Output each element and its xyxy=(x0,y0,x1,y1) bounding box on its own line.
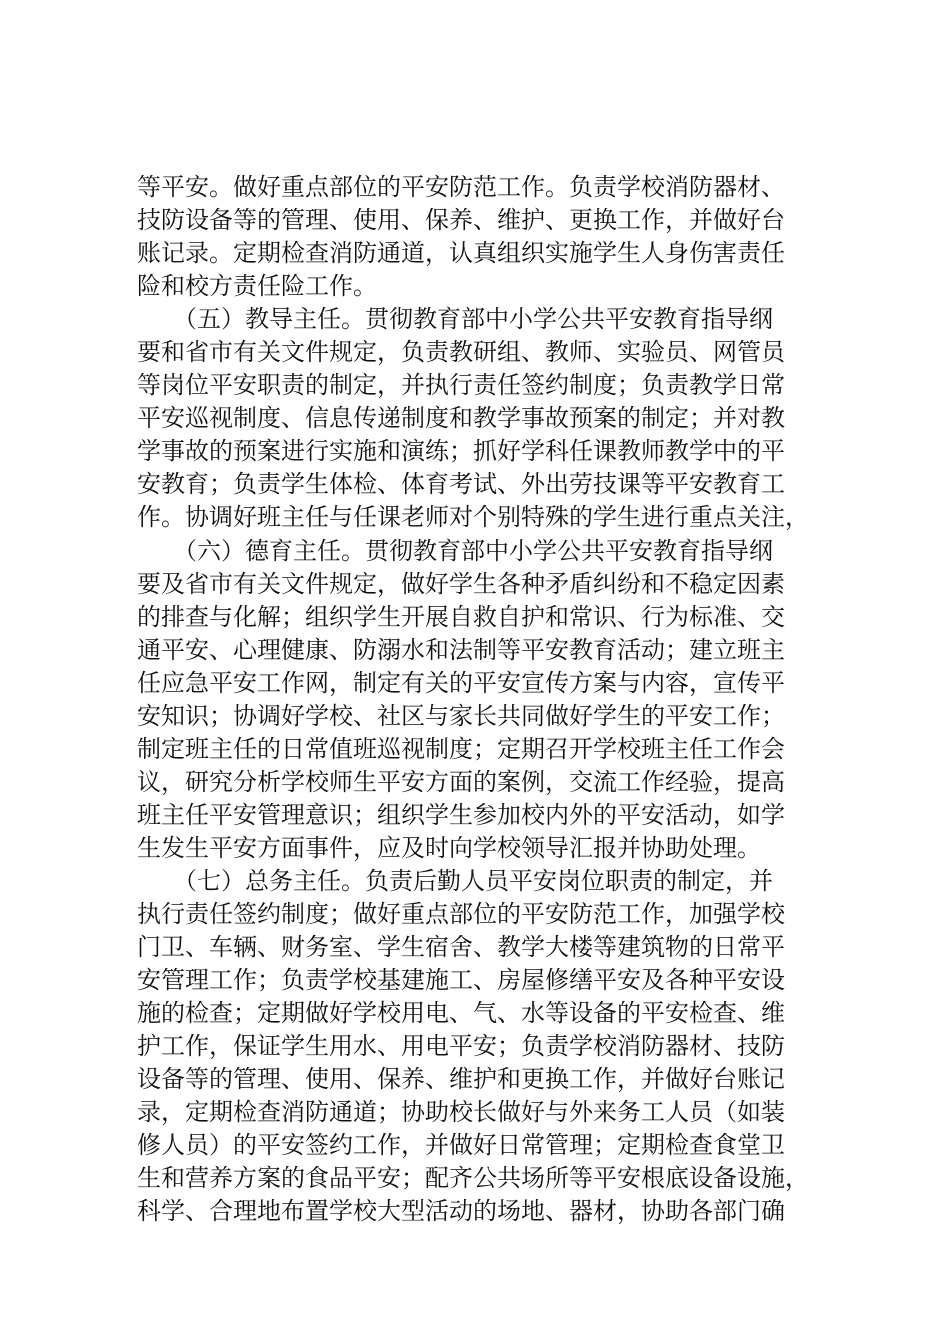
text-line: 安管理工作；负责学校基建施工、房屋修缮平安及各种平安设 xyxy=(137,966,785,994)
text-line: 任应急平安工作网，制定有关的平安宣传方案与内容，宣传平 xyxy=(137,669,785,697)
text-line: 技防设备等的管理、使用、保养、维护、更换工作，并做好台 xyxy=(137,206,785,234)
text-line: 科学、合理地布置学校大型活动的场地、器材，协助各部门确 xyxy=(137,1197,785,1225)
text-block-bottom xyxy=(137,535,837,1228)
text-line: 修人员）的平安签约工作，并做好日常管理；定期检查食堂卫 xyxy=(137,1131,785,1159)
text-line: 安教育；负责学生体检、体育考试、外出劳技课等平安教育工 xyxy=(137,470,785,498)
text-line: 议，研究分析学校师生平安方面的案例，交流工作经验，提高 xyxy=(137,768,785,796)
text-line: 生发生平安方面事件，应及时向学校领导汇报并协助处理。 xyxy=(137,834,761,862)
text-line: 施的检查；定期做好学校用电、气、水等设备的平安检查、维 xyxy=(137,999,785,1027)
text-line: 生和营养方案的食品平安；配齐公共场所等平安根底设备设施， xyxy=(137,1164,809,1192)
text-line: 护工作，保证学生用水、用电平安；负责学校消防器材、技防 xyxy=(137,1032,785,1060)
text-line: 等平安。做好重点部位的平安防范工作。负责学校消防器材、 xyxy=(137,173,785,201)
text-line: 要和省市有关文件规定，负责教研组、教师、实验员、网管员 xyxy=(137,338,785,366)
text-line: 平安巡视制度、信息传递制度和教学事故预案的制定；并对教 xyxy=(137,404,785,432)
text-line: 录，定期检查消防通道；协助校长做好与外来务工人员（如装 xyxy=(137,1098,785,1126)
text-line: 账记录。定期检查消防通道，认真组织实施学生人身伤害责任 xyxy=(137,239,785,267)
text-line: 班主任平安管理意识；组织学生参加校内外的平安活动，如学 xyxy=(137,801,785,829)
text-line: 作。协调好班主任与任课老师对个别特殊的学生进行重点关注， xyxy=(137,503,809,531)
text-line: 安知识；协调好学校、社区与家长共同做好学生的平安工作； xyxy=(137,702,785,730)
text-line: 制定班主任的日常值班巡视制度；定期召开学校班主任工作会 xyxy=(137,735,785,763)
text-line: 的排查与化解；组织学生开展自救自护和常识、行为标准、交 xyxy=(137,603,785,631)
text-block-top xyxy=(137,171,837,534)
text-line: 门卫、车辆、财务室、学生宿舍、教学大楼等建筑物的日常平 xyxy=(137,933,785,961)
text-line: 设备等的管理、使用、保养、维护和更换工作，并做好台账记 xyxy=(137,1065,785,1093)
text-line: 执行责任签约制度；做好重点部位的平安防范工作，加强学校 xyxy=(137,900,785,928)
section-6-heading-line: （六）德育主任。贯彻教育部中小学公共平安教育指导纲 xyxy=(137,537,773,565)
text-line: 学事故的预案进行实施和演练；抓好学科任课教师教学中的平 xyxy=(137,437,785,465)
text-line: 要及省市有关文件规定，做好学生各种矛盾纠纷和不稳定因素 xyxy=(137,570,785,598)
section-5-heading-line: （五）教导主任。贯彻教育部中小学公共平安教育指导纲 xyxy=(137,305,773,333)
text-line: 通平安、心理健康、防溺水和法制等平安教育活动；建立班主 xyxy=(137,636,785,664)
text-line: 等岗位平安职责的制定，并执行责任签约制度；负责教学日常 xyxy=(137,371,785,399)
text-line: 险和校方责任险工作。 xyxy=(137,272,377,300)
section-7-heading-line: （七）总务主任。负责后勤人员平安岗位职责的制定，并 xyxy=(137,867,773,895)
